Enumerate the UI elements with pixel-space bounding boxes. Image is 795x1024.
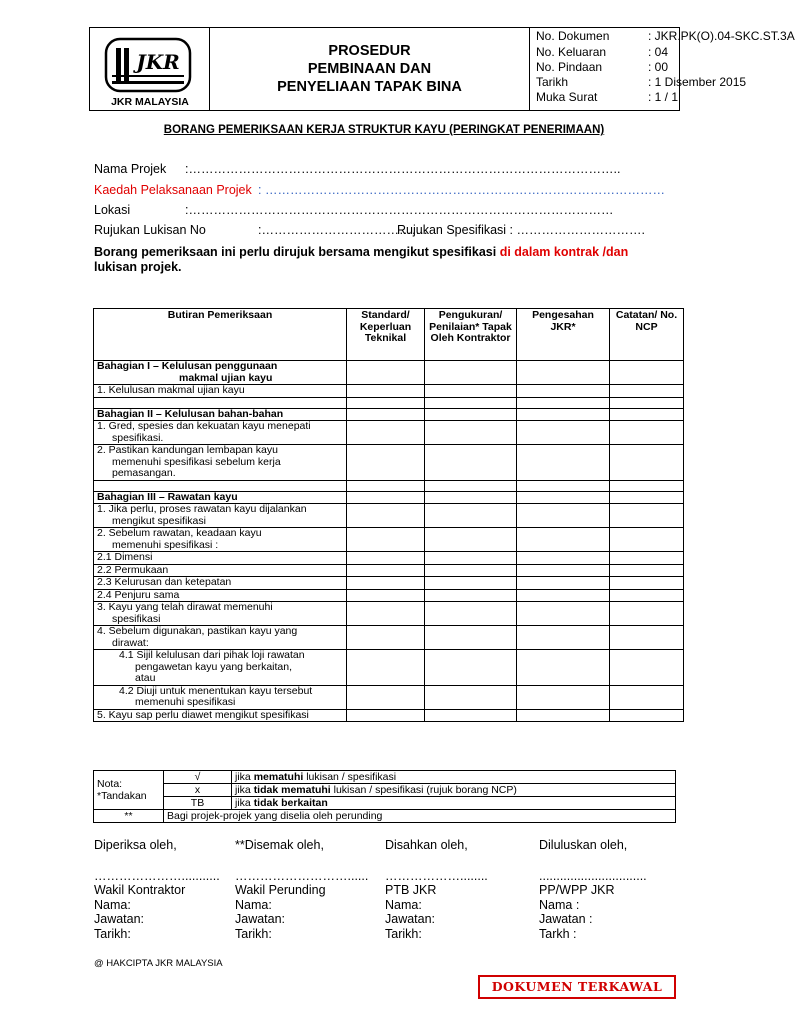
nota-text: Bagi projek-projek yang diselia oleh perunding <box>164 810 676 823</box>
table-row: 2.4 Penjuru sama <box>94 589 684 602</box>
signature-block: Diperiksa oleh, …………………........... Wakil Kontraktor Nama: Jawatan: Tarikh: <box>94 838 220 941</box>
col-header: Pengukuran/ Penilaian* Tapak Oleh Kontraktor <box>425 309 517 361</box>
table-row: 2.1 Dimensi <box>94 552 684 565</box>
nota-row <box>94 797 676 810</box>
table-row: 3. Kayu yang telah dirawat memenuhi spesifikasi <box>94 602 684 626</box>
title-line: PROSEDUR <box>328 43 411 59</box>
document-header <box>89 27 795 111</box>
table-header-row <box>94 309 684 361</box>
doc-info-row: No. Pindaan : 00 <box>536 60 669 74</box>
signature-line[interactable]: ………………........ <box>385 868 488 883</box>
section-row <box>94 491 684 504</box>
nota-row <box>94 810 676 823</box>
table-row: 4. Sebelum digunakan, pastikan kayu yang dirawat: <box>94 626 684 650</box>
signature-line[interactable]: ............................... <box>539 868 647 883</box>
col-header: Catatan/ No. NCP <box>610 309 684 361</box>
nota-text: jika tidak mematuhi lukisan / spesifikasi (rujuk borang NCP) <box>232 784 676 797</box>
logo-text: JKR <box>136 50 180 74</box>
col-header: Pengesahan JKR* <box>517 309 610 361</box>
lokasi-input[interactable]: :………………………………………………………………………………………… <box>185 203 614 217</box>
col-header: Standard/ Keperluan Teknikal <box>347 309 425 361</box>
table-row: 1. Gred, spesies dan kekuatan kayu menepati spesifikasi. <box>94 421 684 445</box>
nota-text: jika tidak berkaitan <box>232 797 676 810</box>
nota-symbol: TB <box>164 797 232 810</box>
signature-block: Diluluskan oleh, ............................... PP/WPP JKR Nama : Jawatan : Tarkh : <box>539 838 647 941</box>
doc-info-row: Muka Surat : 1 / 1 <box>536 90 679 104</box>
rujukan-spesifikasi-field[interactable]: Rujukan Spesifikasi : …………………………. <box>397 223 645 237</box>
doc-info <box>530 28 795 110</box>
section-title: Bahagian I – Kelulusan penggunaan makmal ujian kayu <box>94 361 347 385</box>
jkr-logo <box>104 37 192 93</box>
nota-symbol: x <box>164 784 232 797</box>
procedure-title <box>210 28 530 110</box>
doc-info-row: Tarikh : 1 Disember 2015 <box>536 75 747 89</box>
table-row: 2.3 Kelurusan dan ketepatan <box>94 577 684 590</box>
controlled-document-stamp: DOKUMEN TERKAWAL <box>478 975 676 999</box>
section-row <box>94 408 684 421</box>
rujukan-lukisan-input[interactable]: :…………………………………. <box>258 223 428 237</box>
org-name: JKR MALAYSIA <box>111 96 189 108</box>
form-title: BORANG PEMERIKSAAN KERJA STRUKTUR KAYU (PERINGKAT PENERIMAAN) <box>163 124 605 136</box>
inspection-table <box>93 308 684 722</box>
section-row <box>94 361 684 385</box>
table-row: 4.1 Sijil kelulusan dari pihak loji rawatan pengawetan kayu yang berkaitan, atau <box>94 650 684 686</box>
signature-block: Disahkan oleh, ………………........ PTB JKR Nama: Jawatan: Tarikh: <box>385 838 488 941</box>
nota-text: jika mematuhi lukisan / spesifikasi <box>232 771 676 784</box>
title-line: PEMBINAAN DAN <box>307 61 432 77</box>
table-row: 2. Sebelum rawatan, keadaan kayu memenuhi spesifikasi : <box>94 528 684 552</box>
table-row: 1. Jika perlu, proses rawatan kayu dijalankan mengikut spesifikasi <box>94 504 684 528</box>
lokasi-label: Lokasi <box>94 203 131 217</box>
nota-symbol: √ <box>164 771 232 784</box>
signature-line[interactable]: ………………………...... <box>235 868 369 883</box>
nama-projek-label: Nama Projek <box>94 162 167 176</box>
kaedah-input[interactable]: : …………………………………………………………………………………… <box>258 183 665 197</box>
nama-projek-input[interactable]: :………………………………………………………………………………………….. <box>185 162 621 176</box>
logo-cell <box>90 28 210 110</box>
title-line: PENYELIAAN TAPAK BINA <box>277 79 462 95</box>
nota-table <box>93 770 676 823</box>
table-row: 4.2 Diuji untuk menentukan kayu tersebut memenuhi spesifikasi <box>94 685 684 709</box>
nota-row <box>94 784 676 797</box>
col-header: Butiran Pemeriksaan <box>94 309 347 361</box>
doc-info-row: No. Dokumen : JKR.PK(O).04-SKC.ST.3A <box>536 29 795 43</box>
instruction-text: Borang pemeriksaan ini perlu dirujuk bersama mengikut spesifikasi di dalam kontrak /dan lukisan projek. <box>94 245 629 274</box>
doc-info-row: No. Keluaran : 04 <box>536 45 669 59</box>
signature-block: **Disemak oleh, ………………………...... Wakil Perunding Nama: Jawatan: Tarikh: <box>235 838 369 941</box>
nota-row <box>94 771 676 784</box>
copyright: @ HAKCIPTA JKR MALAYSIA <box>94 958 223 969</box>
signature-line[interactable]: …………………........... <box>94 868 220 883</box>
table-row: 2.2 Permukaan <box>94 564 684 577</box>
nota-symbol: ** <box>94 810 164 823</box>
table-row: 1. Kelulusan makmal ujian kayu <box>94 385 684 398</box>
table-row: 5. Kayu sap perlu diawet mengikut spesifikasi <box>94 709 684 722</box>
nota-label: Nota: *Tandakan <box>94 771 164 810</box>
table-row: 2. Pastikan kandungan lembapan kayu memenuhi spesifikasi sebelum kerja pemasangan. <box>94 445 684 481</box>
rujukan-lukisan-label: Rujukan Lukisan No <box>94 223 206 237</box>
section-title: Bahagian III – Rawatan kayu <box>94 491 347 504</box>
kaedah-label: Kaedah Pelaksanaan Projek <box>94 183 252 197</box>
section-title: Bahagian II – Kelulusan bahan-bahan <box>94 408 347 421</box>
